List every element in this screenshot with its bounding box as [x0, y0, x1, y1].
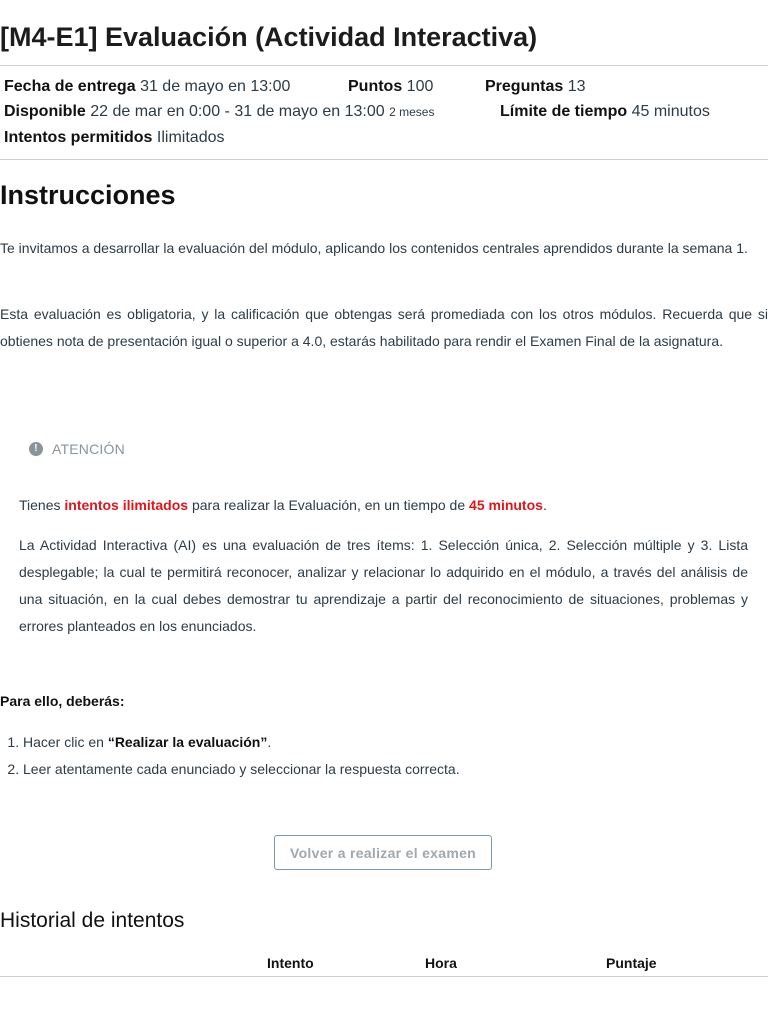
- retake-quiz-button[interactable]: Volver a realizar el examen: [274, 835, 492, 870]
- meta-row-2: [4, 103, 768, 125]
- step-1-bold: “Realizar la evaluación”: [107, 734, 268, 750]
- attention-text-3: .: [542, 497, 547, 513]
- column-header-time: Hora: [425, 955, 457, 971]
- attention-paragraph-2: La Actividad Interactiva (AI) es una evaluación de tres ítems: 1. Selección única, 2. Selección múltiple y 3. Lista desplegable; la cual te permitirá reconocer, analizar y relacionar lo adquirido en el módulo, a través del análisis de una situación, en la cual debes demostrar tu aprendizaje a partir del reconocimiento de situaciones, problemas y errores planteados en los enunciados.: [19, 537, 748, 634]
- attention-label: ATENCIÓN: [52, 441, 125, 457]
- exclamation-circle-icon: !: [29, 442, 43, 456]
- attention-line: [19, 492, 748, 519]
- highlight-time: 45 minutos: [469, 497, 543, 513]
- questions: [485, 78, 586, 96]
- points: [348, 78, 433, 96]
- due-date-value: 31 de mayo en 13:00: [140, 78, 291, 95]
- highlight-unlimited-attempts: intentos ilimitados: [64, 497, 189, 513]
- attempts-label: Intentos permitidos: [4, 129, 153, 146]
- questions-value: 13: [567, 78, 586, 95]
- allowed-attempts: [4, 129, 224, 147]
- page-title: [M4-E1] Evaluación (Actividad Interactiva): [0, 22, 538, 52]
- attention-header: [29, 441, 125, 457]
- time-limit-value: 45 minutos: [631, 103, 710, 120]
- points-value: 100: [406, 78, 434, 95]
- table-divider: [0, 976, 768, 977]
- available-value: 22 de mar en 0:00 - 31 de mayo en 13:00: [90, 103, 385, 120]
- list-item: 2. Leer atentamente cada enunciado y seleccionar la respuesta correcta.: [23, 756, 460, 783]
- attempt-history-title: Historial de intentos: [0, 909, 185, 932]
- step-1-prefix: Hacer clic en: [23, 734, 108, 750]
- steps-heading: [0, 688, 768, 715]
- attention-text-1: Tienes: [19, 497, 65, 513]
- instructions-paragraph-1: Te invitamos a desarrollar la evaluación del módulo, aplicando los contenidos centrales aprendidos durante la semana 1.: [0, 240, 748, 256]
- column-header-attempt: Intento: [267, 955, 314, 971]
- divider: [0, 159, 768, 160]
- available-label: Disponible: [4, 103, 86, 120]
- available-duration: 2 meses: [389, 105, 435, 119]
- step-1-suffix: .: [267, 734, 272, 750]
- steps-heading-text: Para ello, deberás:: [0, 693, 125, 709]
- instructions-paragraph-2: Esta evaluación es obligatoria, y la calificación que obtengas será promediada con los otros módulos. Recuerda que si obtienes nota de presentación igual o superior a 4.0, estarás habilitado para rendir el Examen Final de la asignatura.: [0, 306, 768, 349]
- meta-row-3: [4, 129, 768, 151]
- steps-list: [0, 729, 460, 783]
- points-label: Puntos: [348, 78, 403, 95]
- list-item: [23, 729, 460, 756]
- time-limit-label: Límite de tiempo: [500, 103, 628, 120]
- time-limit: [500, 103, 710, 121]
- questions-label: Preguntas: [485, 78, 564, 95]
- due-date: [4, 78, 290, 96]
- attention-text-2: para realizar la Evaluación, en un tiempo de: [188, 497, 470, 513]
- divider: [0, 65, 768, 66]
- column-header-score: Puntaje: [606, 955, 657, 971]
- attempts-value: Ilimitados: [156, 129, 225, 146]
- availability: [4, 103, 434, 121]
- meta-row-1: [4, 78, 768, 100]
- due-date-label: Fecha de entrega: [4, 78, 136, 95]
- instructions-heading: Instrucciones: [0, 180, 176, 210]
